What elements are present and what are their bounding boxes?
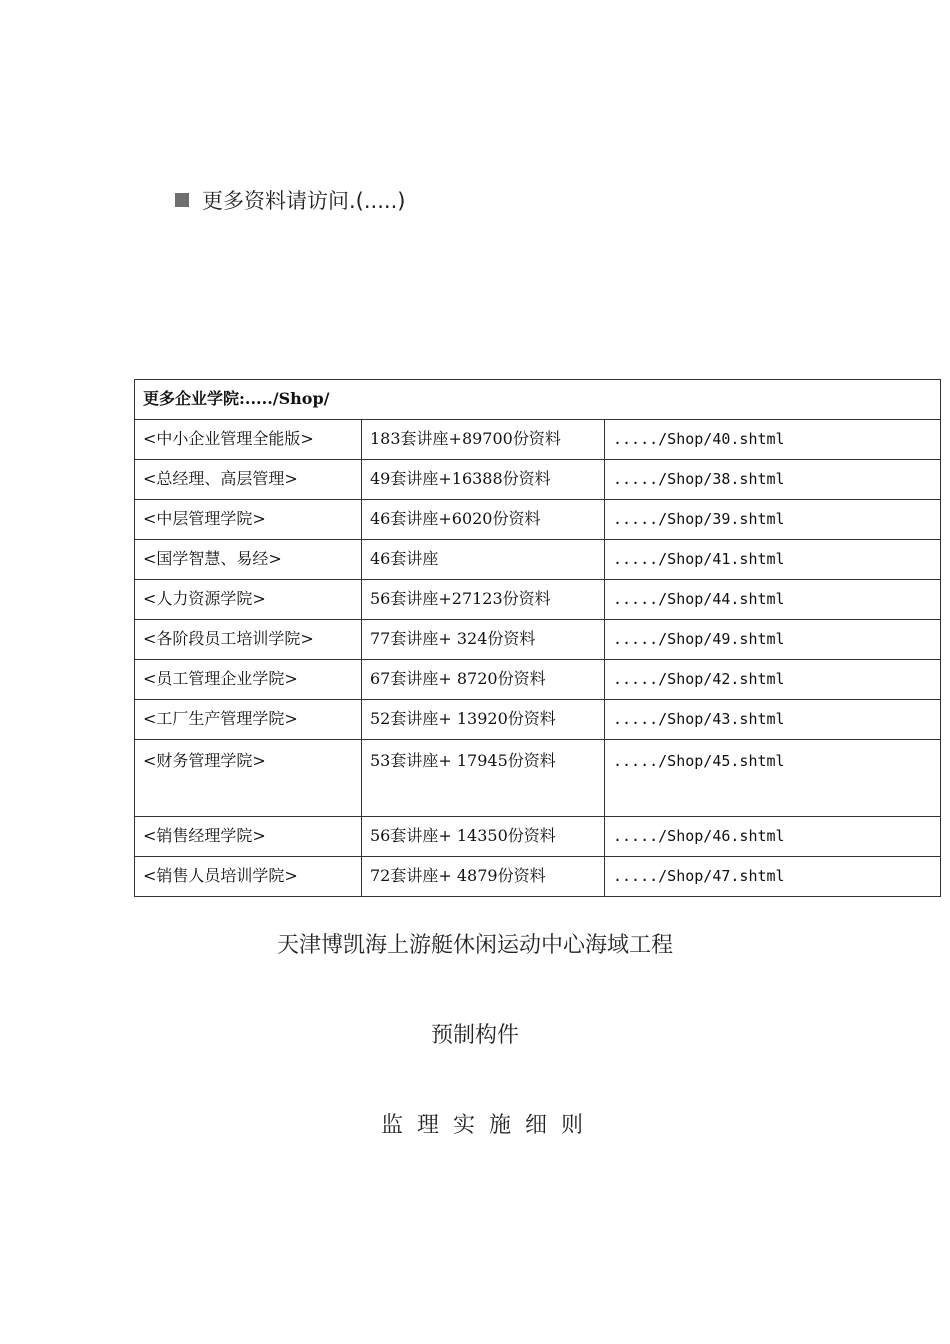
course-name: <国学智慧、易经> xyxy=(135,540,362,580)
table-row xyxy=(135,460,941,500)
course-name: <各阶段员工培训学院> xyxy=(135,620,362,660)
course-content: 67套讲座+ 8720份资料 xyxy=(362,660,605,700)
table-row xyxy=(135,420,941,460)
course-link[interactable]: ...../Shop/44.shtml xyxy=(605,580,941,620)
course-content: 49套讲座+16388份资料 xyxy=(362,460,605,500)
course-name: <员工管理企业学院> xyxy=(135,660,362,700)
course-link[interactable]: ...../Shop/49.shtml xyxy=(605,620,941,660)
course-content: 183套讲座+89700份资料 xyxy=(362,420,605,460)
course-name: <工厂生产管理学院> xyxy=(135,700,362,740)
course-name: <销售经理学院> xyxy=(135,817,362,857)
table-row xyxy=(135,620,941,660)
course-link[interactable]: ...../Shop/43.shtml xyxy=(605,700,941,740)
course-link[interactable]: ...../Shop/38.shtml xyxy=(605,460,941,500)
course-content: 72套讲座+ 4879份资料 xyxy=(362,857,605,897)
course-link[interactable]: ...../Shop/39.shtml xyxy=(605,500,941,540)
course-table xyxy=(134,379,941,897)
document-title-line-1: 天津博凯海上游艇休闲运动中心海域工程 xyxy=(276,933,673,958)
course-content: 56套讲座+27123份资料 xyxy=(362,580,605,620)
course-content: 53套讲座+ 17945份资料 xyxy=(362,740,605,817)
square-bullet-icon xyxy=(175,193,189,207)
course-name: <销售人员培训学院> xyxy=(135,857,362,897)
table-row xyxy=(135,540,941,580)
course-link[interactable]: ...../Shop/42.shtml xyxy=(605,660,941,700)
course-name: <总经理、高层管理> xyxy=(135,460,362,500)
visit-notice xyxy=(175,185,405,215)
table-row xyxy=(135,857,941,897)
course-name: <财务管理学院> xyxy=(135,740,362,817)
course-name: <中小企业管理全能版> xyxy=(135,420,362,460)
table-header-cell: 更多企业学院:...../Shop/ xyxy=(135,380,941,420)
course-link[interactable]: ...../Shop/40.shtml xyxy=(605,420,941,460)
table-row xyxy=(135,660,941,700)
table-row xyxy=(135,500,941,540)
course-content: 46套讲座+6020份资料 xyxy=(362,500,605,540)
table-header-row xyxy=(135,380,941,420)
course-name: <人力资源学院> xyxy=(135,580,362,620)
course-link[interactable]: ...../Shop/45.shtml xyxy=(605,740,941,817)
document-title-line-2: 预制构件 xyxy=(430,1023,519,1048)
course-content: 77套讲座+ 324份资料 xyxy=(362,620,605,660)
visit-notice-text: 更多资料请访问.(.....) xyxy=(202,189,406,213)
course-link[interactable]: ...../Shop/47.shtml xyxy=(605,857,941,897)
table-row xyxy=(135,580,941,620)
course-name: <中层管理学院> xyxy=(135,500,362,540)
course-content: 46套讲座 xyxy=(362,540,605,580)
table-row xyxy=(135,740,941,817)
course-content: 56套讲座+ 14350份资料 xyxy=(362,817,605,857)
table-row xyxy=(135,817,941,857)
course-link[interactable]: ...../Shop/41.shtml xyxy=(605,540,941,580)
table-row xyxy=(135,700,941,740)
document-title-line-3: 监理实施细则 xyxy=(380,1113,597,1138)
course-link[interactable]: ...../Shop/46.shtml xyxy=(605,817,941,857)
course-content: 52套讲座+ 13920份资料 xyxy=(362,700,605,740)
